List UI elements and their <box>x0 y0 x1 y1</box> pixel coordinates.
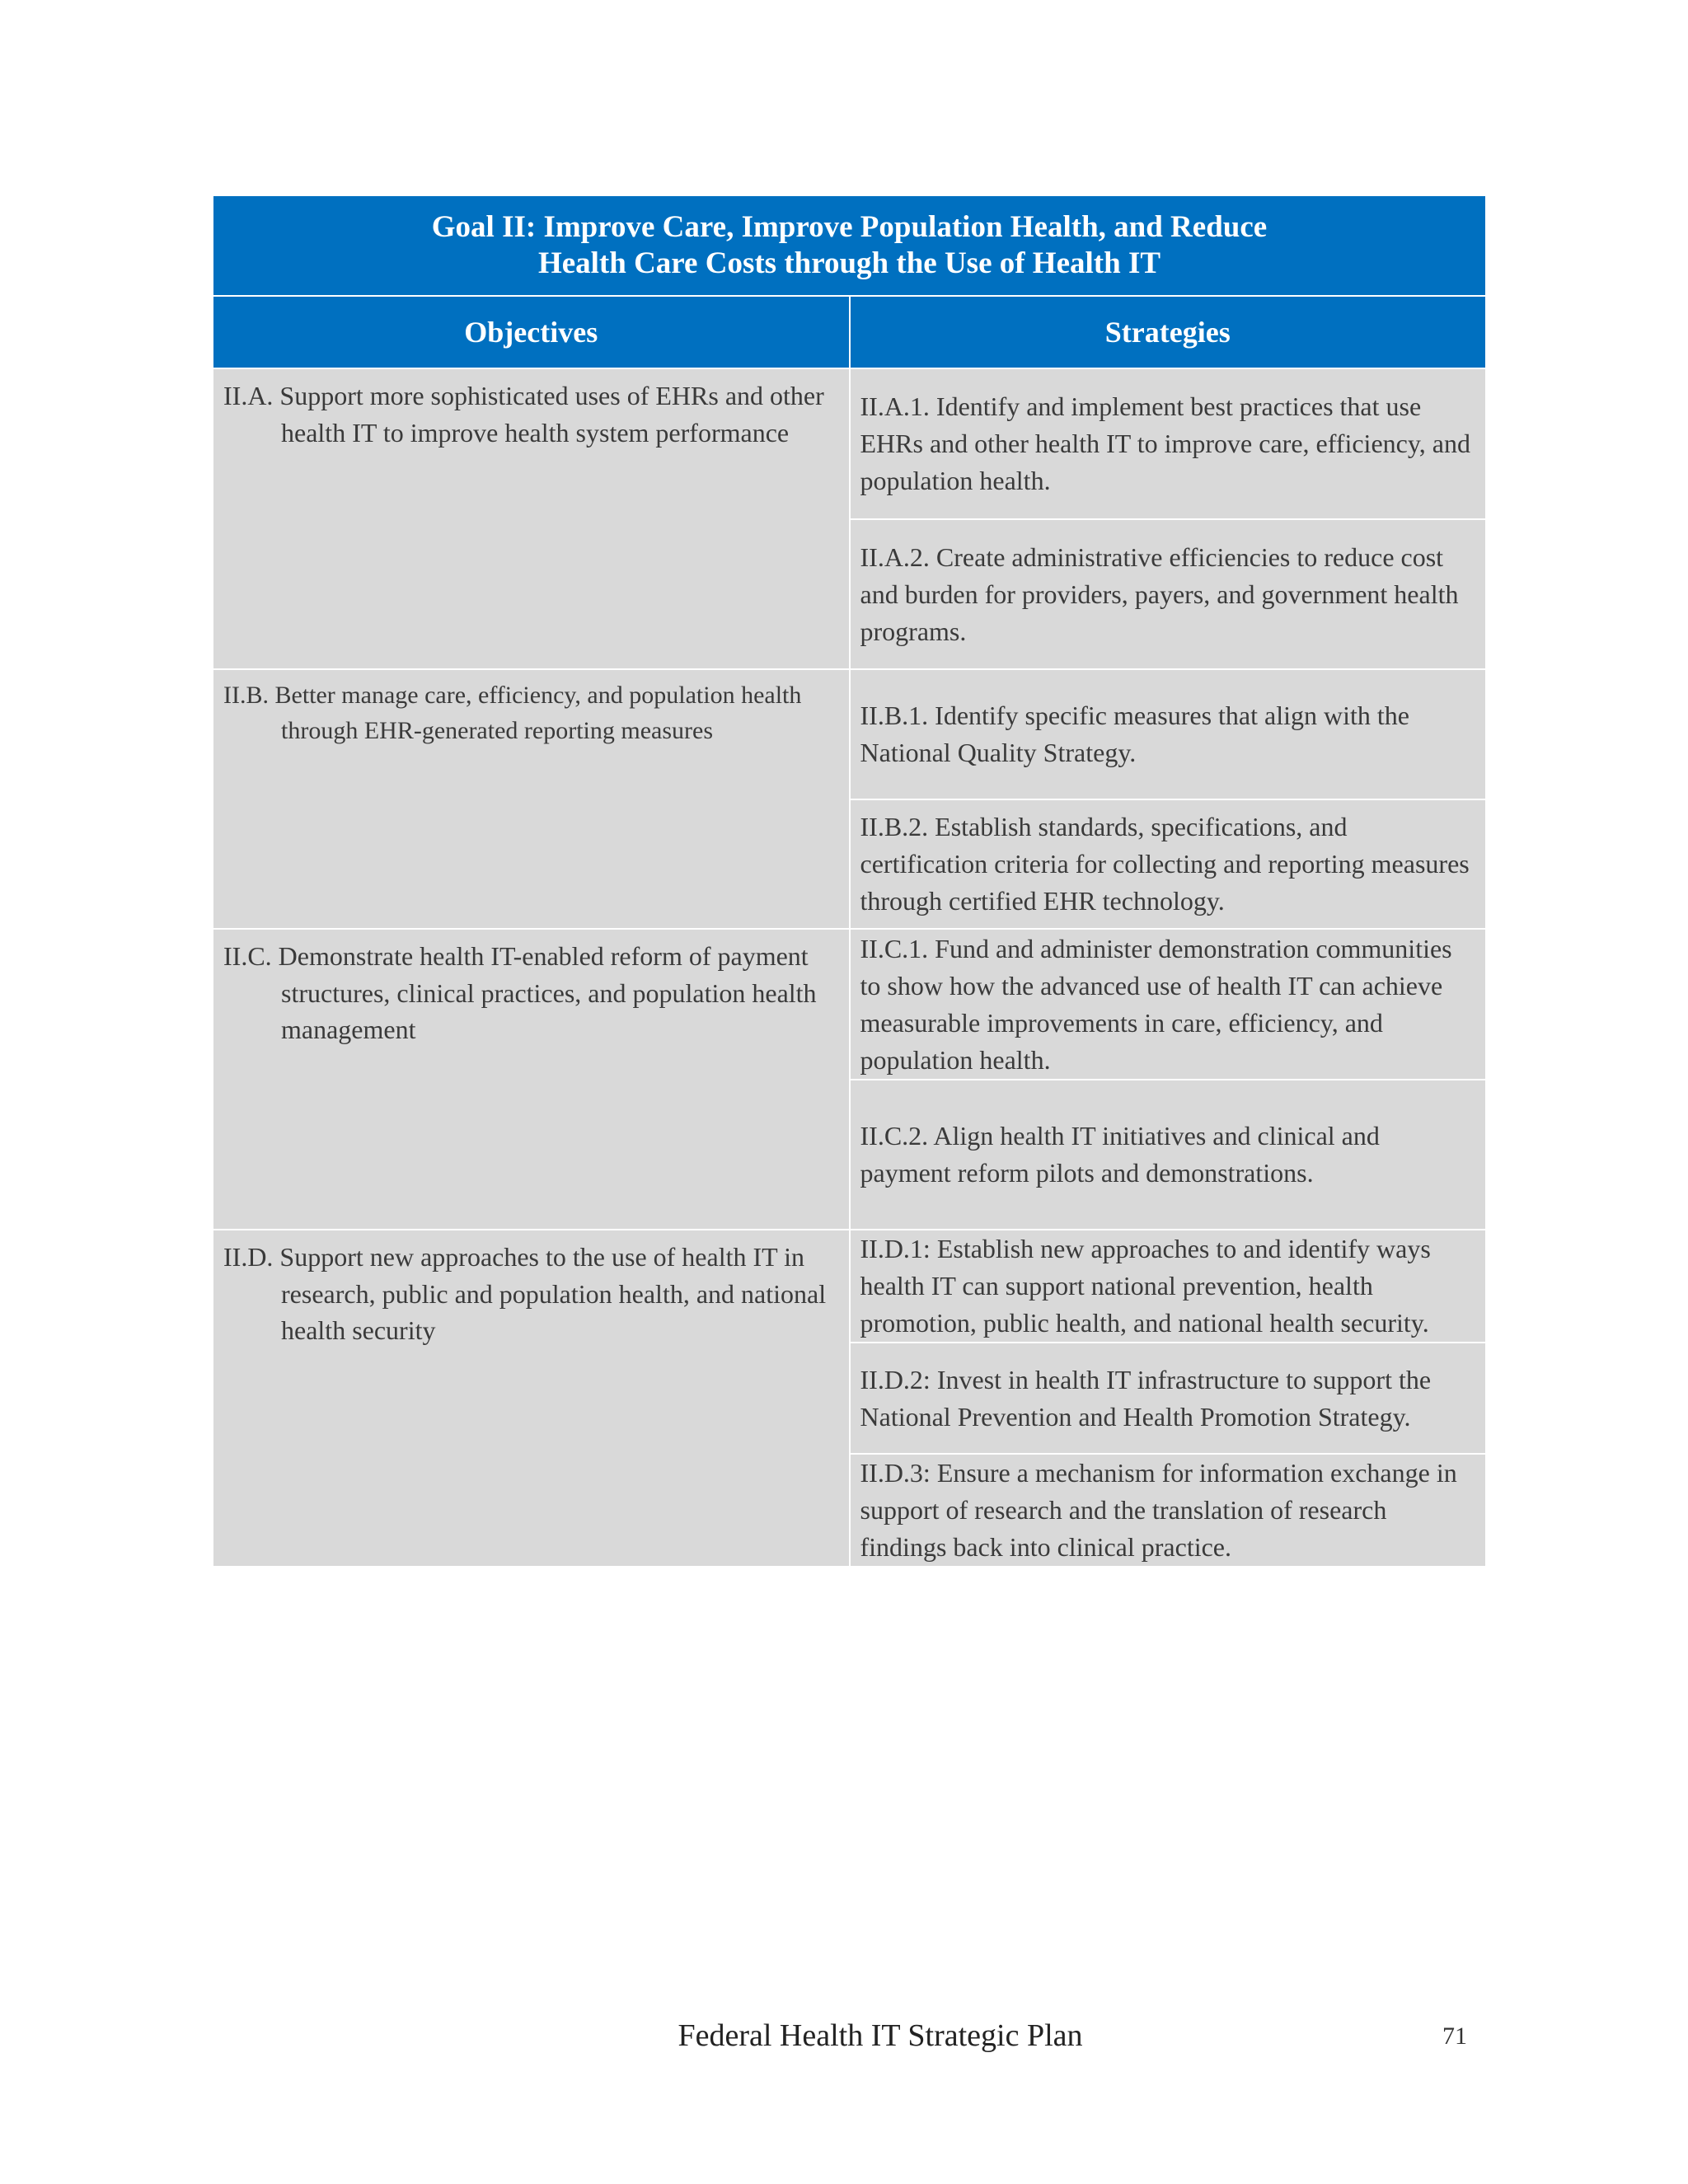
strategy-cell <box>850 929 1486 1080</box>
strategy-text: II.C.2. Align health IT initiatives and clinical and payment reform pilots and demonstrations. <box>860 1121 1380 1188</box>
objective-cell <box>213 929 850 1230</box>
table-row <box>213 368 1485 519</box>
strategy-cell <box>850 1454 1486 1567</box>
table-row <box>213 929 1485 1080</box>
objective-cell <box>213 368 850 669</box>
objective-label: II.A. Support more sophisticated uses of EHRs and other health IT to improve health system performance <box>223 381 824 448</box>
strategy-text: II.A.1. Identify and implement best practices that use EHRs and other health IT to improve care, efficiency, and population health. <box>860 391 1470 495</box>
footer-title: Federal Health IT Strategic Plan <box>678 2018 1083 2053</box>
strategy-text: II.D.3: Ensure a mechanism for information exchange in support of research and the translation of research findings back into clinical practice. <box>860 1458 1457 1562</box>
goal-title-line-2: Health Care Costs through the Use of Health IT <box>537 246 1161 280</box>
strategy-text: II.D.2: Invest in health IT infrastructure to support the National Prevention and Health Promotion Strategy. <box>860 1364 1432 1432</box>
strategy-cell <box>850 1080 1486 1230</box>
table-row <box>213 1230 1485 1343</box>
strategy-text: II.D.1: Establish new approaches to and identify ways health IT can support national prevention, health promotion, public health, and national health security. <box>860 1234 1431 1338</box>
strategy-text: II.C.1. Fund and administer demonstration communities to show how the advanced use of health IT can achieve measurable improvements in care, efficiency, and population health. <box>860 933 1452 1075</box>
goal-title-line-1: Goal II: Improve Care, Improve Population Health, and Reduce <box>431 210 1268 244</box>
page-number: 71 <box>1442 2022 1467 2050</box>
table-row <box>213 669 1485 799</box>
column-header-strategies: Strategies <box>850 296 1486 368</box>
goal-table <box>213 196 1485 1568</box>
strategy-cell <box>850 1230 1486 1343</box>
strategy-cell <box>850 1343 1486 1454</box>
strategy-text: II.B.1. Identify specific measures that align with the National Quality Strategy. <box>860 701 1409 767</box>
strategy-text: II.A.2. Create administrative efficiencies to reduce cost and burden for providers, payers, and government health programs. <box>860 541 1459 646</box>
strategy-text: II.B.2. Establish standards, specifications, and certification criteria for collecting and reporting measures through certified EHR technology. <box>860 812 1470 916</box>
strategy-cell <box>850 799 1486 929</box>
objective-label: II.D. Support new approaches to the use of health IT in research, public and population health, and national health security <box>223 1242 827 1345</box>
strategy-cell <box>850 368 1486 519</box>
goal-header <box>213 196 1485 296</box>
column-header-objectives: Objectives <box>213 296 850 368</box>
objective-cell <box>213 1230 850 1567</box>
objective-label: II.C. Demonstrate health IT-enabled reform of payment structures, clinical practices, and population health management <box>223 941 817 1044</box>
objective-label: II.B. Better manage care, efficiency, and population health through EHR-generated reporting measures <box>223 682 802 744</box>
objective-cell <box>213 669 850 929</box>
strategy-cell <box>850 669 1486 799</box>
strategy-cell <box>850 519 1486 669</box>
